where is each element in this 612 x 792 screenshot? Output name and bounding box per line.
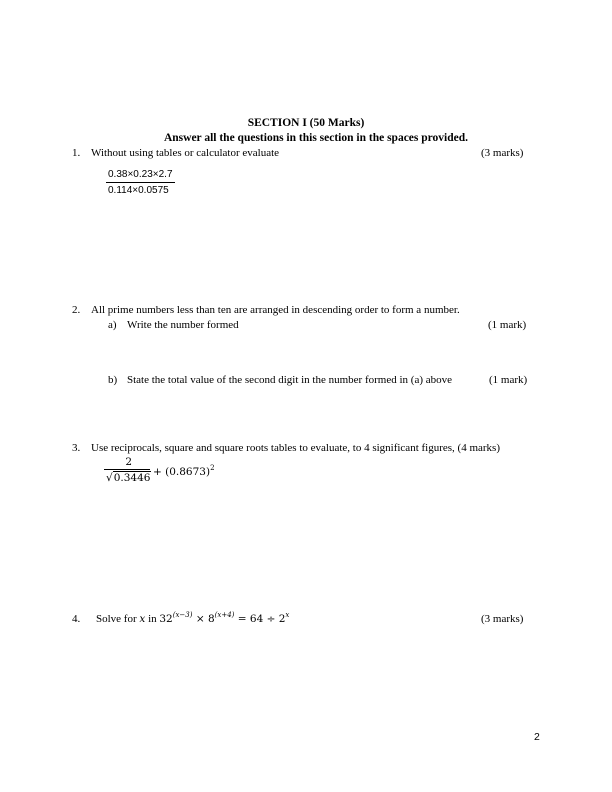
section-instruction: Answer all the questions in this section in the spaces provided.: [163, 132, 469, 144]
radicand: 0.3446: [113, 472, 151, 484]
fraction-bar: [106, 182, 175, 183]
question-4-marks: (3 marks): [481, 613, 524, 625]
equals-term: = 64 ÷ 2: [237, 613, 286, 625]
question-1-fraction: [106, 169, 175, 196]
question-2a-marks: (1 mark): [488, 319, 527, 331]
question-2-number: 2.: [72, 304, 81, 316]
question-2b-marks: (1 mark): [489, 374, 528, 386]
fraction-bar: [104, 469, 150, 470]
question-2a-label: a): [108, 319, 117, 331]
section-title: SECTION I (50 Marks): [247, 117, 365, 129]
question-3-fraction: [104, 456, 153, 484]
variable: x: [139, 613, 146, 625]
question-2-text: All prime numbers less than ten are arranged in descending order to form a number.: [91, 304, 460, 316]
plus-term: + (0.8673): [153, 466, 211, 478]
question-4-text: [96, 613, 289, 625]
fraction-numerator: 2: [125, 456, 133, 468]
question-1-text: Without using tables or calculator evaluate: [91, 147, 280, 159]
solve-for-text: Solve for: [96, 613, 137, 625]
fraction-numerator: 0.38×0.23×2.7: [108, 169, 173, 180]
base-1: 32: [159, 613, 173, 625]
question-3-plus-term: [153, 466, 215, 478]
fraction-denominator: 0.114×0.0575: [108, 185, 169, 196]
question-3-number: 3.: [72, 442, 81, 454]
square-root: √0.3446: [106, 472, 151, 484]
exponent-1: (x−3): [172, 611, 193, 619]
page-number: 2: [534, 731, 540, 743]
equation: [159, 613, 289, 625]
question-2a-text: Write the number formed: [127, 319, 239, 331]
in-word: in: [148, 613, 157, 625]
question-4-number: 4.: [72, 613, 81, 625]
times-sign: ×: [195, 613, 205, 625]
question-2b-text: State the total value of the second digit in the number formed in (a) above: [127, 374, 453, 386]
exponent-2: (x+4): [214, 611, 235, 619]
exponent: 2: [210, 464, 215, 472]
question-3-text: Use reciprocals, square and square roots tables to evaluate, to 4 significant figures, (4 marks): [91, 442, 501, 454]
base-2: 8: [207, 613, 215, 625]
exponent-3: x: [285, 611, 290, 619]
question-1-number: 1.: [72, 147, 81, 159]
question-2b-label: b): [108, 374, 118, 386]
fraction-denominator: [104, 471, 153, 484]
question-1-marks: (3 marks): [481, 147, 524, 159]
